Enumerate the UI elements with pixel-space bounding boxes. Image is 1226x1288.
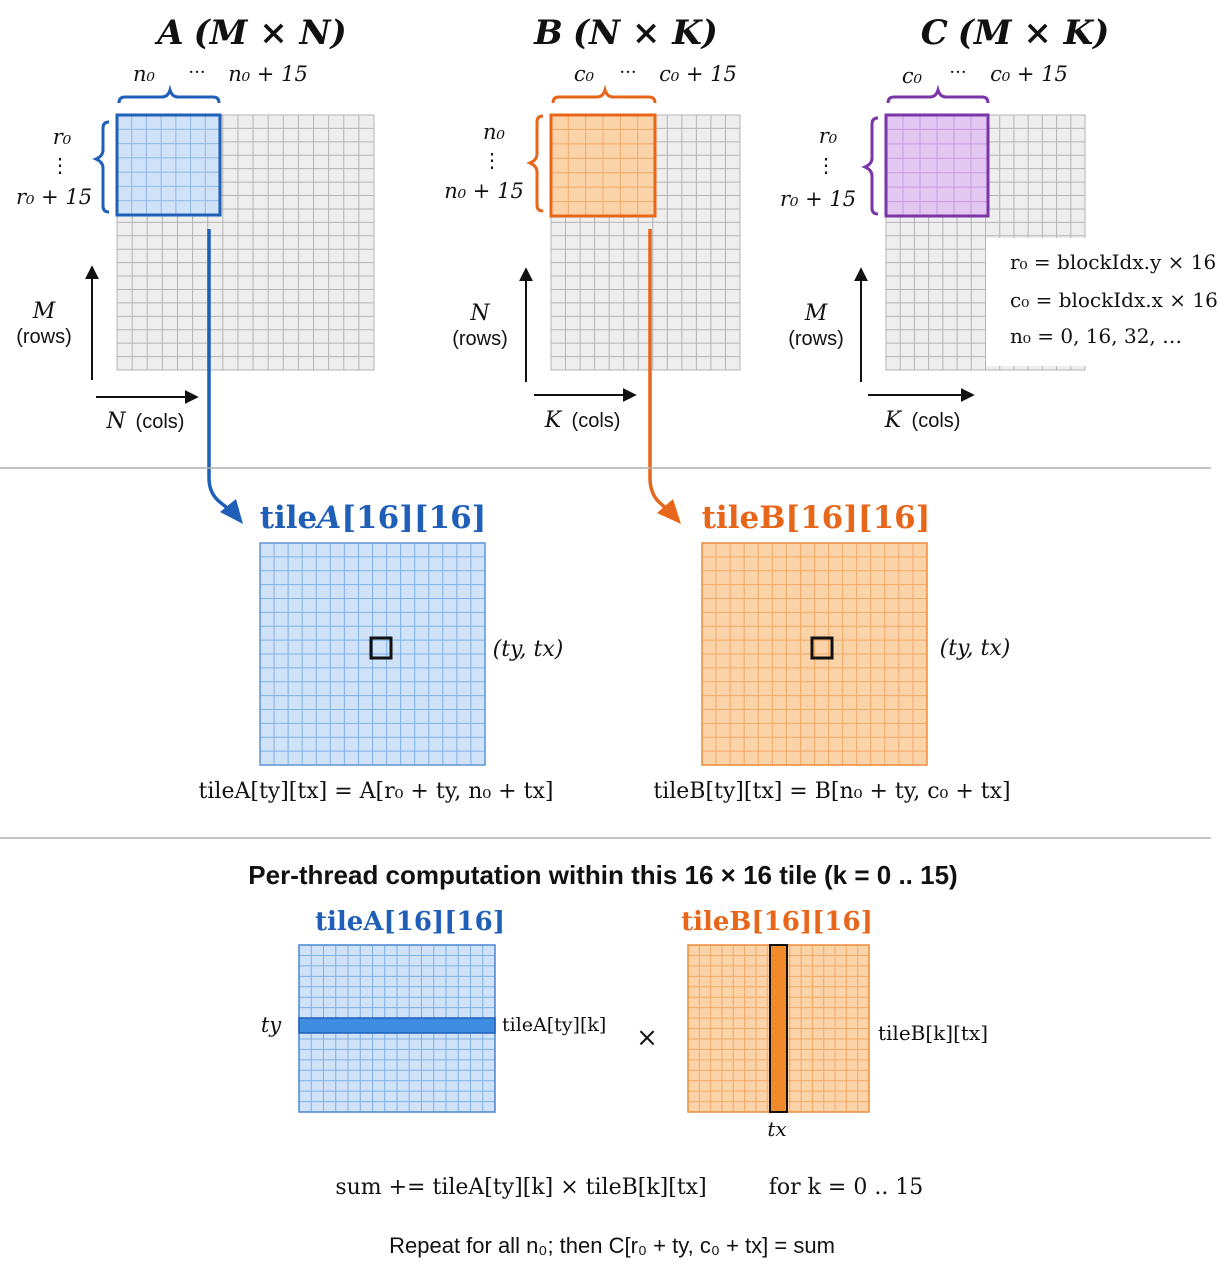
matrix-a-grid bbox=[117, 115, 374, 370]
index-note-r0: r₀ = blockIdx.y × 16 bbox=[1010, 250, 1217, 274]
matrix-b-rows-var: N bbox=[470, 301, 490, 326]
matrix-c-rows-var: M bbox=[804, 301, 828, 326]
loop-range-line: for k = 0 .. 15 bbox=[768, 1175, 924, 1200]
matrix-c-panel bbox=[780, 13, 1220, 433]
matrix-b-rows-unit: (rows) bbox=[452, 328, 508, 350]
matrix-c-row-start-label: r₀ bbox=[818, 124, 838, 148]
matrix-a-row-dots: ⋮ bbox=[50, 153, 70, 177]
col-caption: tileB[k][tx] bbox=[878, 1021, 989, 1045]
matrix-a-panel bbox=[16, 13, 374, 434]
matrix-b-col-dots: ··· bbox=[619, 62, 637, 83]
matrix-a-row-end-label: r₀ + 15 bbox=[15, 185, 93, 209]
row-index-label: ty bbox=[260, 1013, 282, 1037]
matrix-b-grid bbox=[551, 115, 740, 370]
matrix-b-row-dots: ⋮ bbox=[482, 148, 502, 172]
matrix-a-cols-var: N bbox=[106, 409, 126, 434]
shared-tile-a-panel bbox=[199, 500, 564, 804]
row-caption: tileA[ty][k] bbox=[502, 1014, 607, 1036]
shared-tile-a-title: tileA[16][16] bbox=[259, 500, 487, 536]
matrix-b-col-brace bbox=[553, 90, 655, 103]
shared-tile-b-formula: tileB[ty][tx] = B[n₀ + ty, c₀ + tx] bbox=[653, 779, 1011, 804]
matrix-c-title: C (M × K) bbox=[920, 13, 1110, 53]
matrix-c-col-dots: ··· bbox=[949, 62, 967, 83]
matrix-b-panel bbox=[444, 13, 740, 433]
matrix-a-col-end-label: n₀ + 15 bbox=[228, 62, 308, 86]
multiply-sign: × bbox=[636, 1023, 658, 1053]
matrix-a-rows-var: M bbox=[32, 299, 56, 324]
shared-tile-b-title: tileB[16][16] bbox=[701, 500, 931, 536]
shared-tile-b-grid bbox=[702, 543, 927, 765]
compute-tile-a-title: tileA[16][16] bbox=[314, 907, 506, 937]
matrix-a-cols-unit: (cols) bbox=[135, 411, 185, 433]
matrix-a-tile-background bbox=[117, 115, 220, 215]
thread-index-label-b: (ty, tx) bbox=[939, 636, 1011, 661]
matrix-c-col-brace bbox=[888, 90, 988, 103]
matrix-b-row-end-label: n₀ + 15 bbox=[444, 179, 524, 203]
matrix-a-col-dots: ··· bbox=[188, 62, 206, 83]
thread-index-label-a: (ty, tx) bbox=[492, 637, 564, 662]
matrix-c-row-brace bbox=[865, 118, 878, 214]
matrix-b-cols-unit: (cols) bbox=[571, 410, 621, 432]
highlighted-row-ty bbox=[299, 1018, 495, 1033]
matrix-b-cols-var: K bbox=[544, 408, 562, 433]
matrix-a-col-start-label: n₀ bbox=[133, 62, 155, 86]
compute-tile-b-title: tileB[16][16] bbox=[681, 907, 873, 937]
matrix-a-row-brace bbox=[96, 122, 109, 212]
matrix-b-col-end-label: c₀ + 15 bbox=[659, 62, 737, 86]
index-note-n0: n₀ = 0, 16, 32, … bbox=[1010, 324, 1183, 348]
matrix-c-cols-var: K bbox=[884, 408, 902, 433]
matrix-b-row-start-label: n₀ bbox=[483, 120, 505, 144]
matrix-c-row-end-label: r₀ + 15 bbox=[779, 187, 857, 211]
shared-tile-a-formula: tileA[ty][tx] = A[r₀ + ty, n₀ + tx] bbox=[198, 779, 554, 804]
col-index-label: tx bbox=[767, 1117, 787, 1141]
matrix-b-title: B (N × K) bbox=[534, 13, 718, 53]
compute-panel bbox=[248, 860, 988, 1258]
highlighted-col-tx bbox=[770, 945, 787, 1112]
matrix-c-row-dots: ⋮ bbox=[816, 153, 836, 177]
matrix-b-row-brace bbox=[530, 116, 543, 211]
matrix-a-title: A (M × N) bbox=[157, 13, 347, 53]
compute-heading: Per-thread computation within this 16 × 16 tile (k = 0 .. 15) bbox=[248, 860, 958, 890]
matrix-a-rows-unit: (rows) bbox=[16, 326, 72, 348]
matrix-c-col-end-label: c₀ + 15 bbox=[990, 62, 1068, 86]
repeat-line: Repeat for all n₀; then C[r₀ + ty, c₀ + tx] = sum bbox=[389, 1233, 835, 1258]
matrix-c-rows-unit: (rows) bbox=[788, 328, 844, 350]
index-note-c0: c₀ = blockIdx.x × 16 bbox=[1010, 288, 1218, 312]
sum-update-line: sum += tileA[ty][k] × tileB[k][tx] bbox=[335, 1175, 707, 1200]
matrix-a-col-brace bbox=[119, 90, 219, 103]
shared-tile-b-panel bbox=[653, 500, 1010, 804]
matrix-c-col-start-label: c₀ bbox=[901, 64, 923, 88]
matrix-a-row-start-label: r₀ bbox=[52, 125, 72, 149]
matrix-b-col-start-label: c₀ bbox=[573, 62, 595, 86]
matrix-c-cols-unit: (cols) bbox=[911, 410, 961, 432]
